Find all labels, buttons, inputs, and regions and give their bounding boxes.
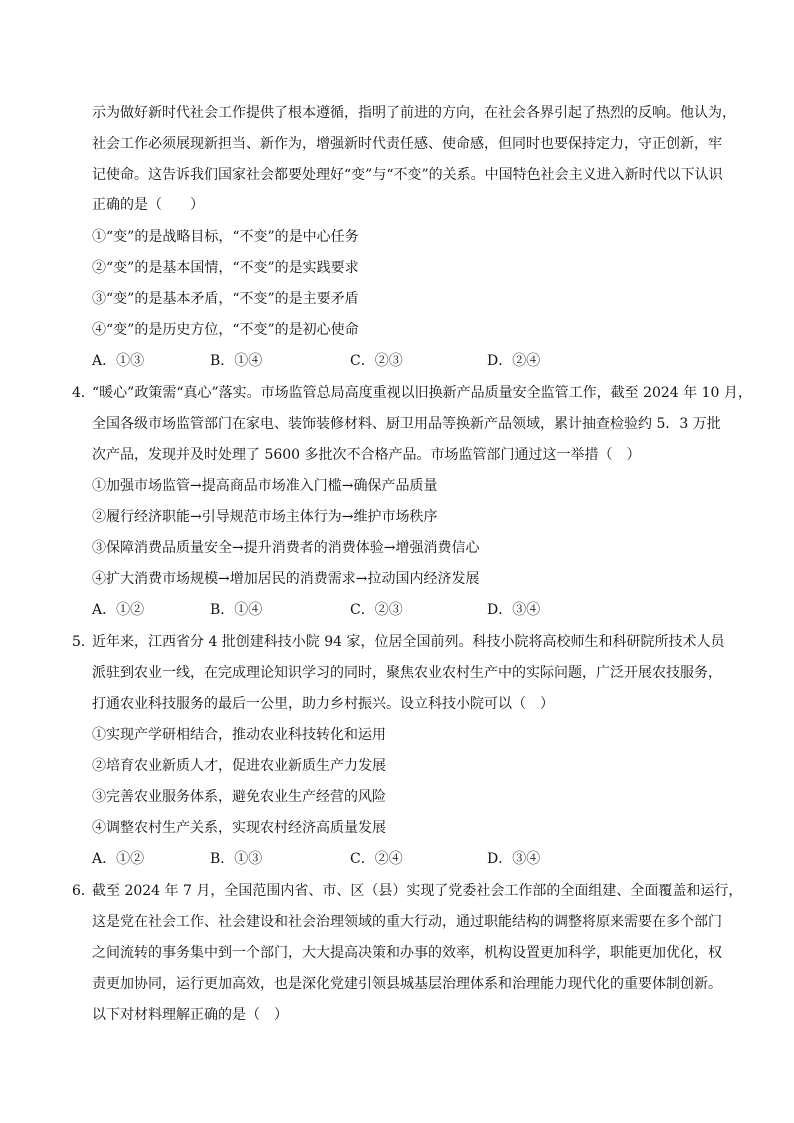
question-4-option-1: ①加强市场监管→提高商品市场准入门槛→确保产品质量 <box>92 478 438 494</box>
question-4-choice-c: C．②③ <box>350 602 403 618</box>
question-5-number: 5． <box>72 634 95 650</box>
question-6-stem-line: 责更加协同，运行更加高效，也是深化党建引领县城基层治理体系和治理能力现代化的重要体制创新。 <box>92 976 722 992</box>
question-3-stem-line: 正确的是（ ） <box>92 197 204 213</box>
question-5-option-2: ②培育农业新质人才，促进农业新质生产力发展 <box>92 758 386 774</box>
question-4-stem-line: “暖心”政策需“真心”落实。市场监管总局高度重视以旧换新产品质量安全监管工作，截至 2024 年 10 月， <box>92 385 752 401</box>
question-3-option-4: ④“变”的是历史方位，“不变”的是初心使命 <box>92 322 359 338</box>
question-6-stem-line: 截至 2024 年 7 月，全国范围内省、市、区（县）实现了党委社会工作部的全面组建、全面覆盖和运行， <box>92 883 743 899</box>
question-4-choice-a: A．①② <box>92 602 145 618</box>
question-3-choice-c: C．②③ <box>350 353 403 369</box>
question-3-choice-b: B．①④ <box>210 353 263 369</box>
question-5-option-3: ③完善农业服务体系，避免农业生产经营的风险 <box>92 789 386 805</box>
question-5-stem-line: 派驻到农业一线，在完成理论知识学习的同时，聚焦农业农村生产中的实际问题，广泛开展农技服务， <box>92 665 722 681</box>
question-4-choice-d: D．③④ <box>487 602 541 618</box>
question-5-choice-d: D．③④ <box>487 851 541 867</box>
question-3-stem-line: 记使命。这告诉我们国家社会都要处理好“变”与“不变”的关系。中国特色社会主义进入新时代以下认识 <box>92 167 723 183</box>
question-6-stem-line: 之间流转的事务集中到一个部门，大大提高决策和办事的效率，机构设置更加科学，职能更加优化，权 <box>92 945 722 961</box>
question-3-option-1: ①“变”的是战略目标，“不变”的是中心任务 <box>92 229 359 245</box>
question-5-stem-line: 打通农业科技服务的最后一公里，助力乡村振兴。设立科技小院可以（ ） <box>92 696 554 712</box>
question-3-choice-d: D．②④ <box>487 353 541 369</box>
question-6-stem-line: 这是党在社会工作、社会建设和社会治理领域的重大行动，通过职能结构的调整将原来需要在多个部门 <box>92 914 722 930</box>
question-4-option-4: ④扩大消费市场规模→增加居民的消费需求→拉动国内经济发展 <box>92 571 480 587</box>
question-5-option-1: ①实现产学研相结合，推动农业科技转化和运用 <box>92 727 386 743</box>
question-4-number: 4． <box>72 385 95 401</box>
question-6-stem-line: 以下对材料理解正确的是（ ） <box>92 1007 288 1023</box>
question-4-choice-b: B．①④ <box>210 602 263 618</box>
question-4-stem-line: 全国各级市场监管部门在家电、装饰装修材料、厨卫用品等换新产品领域，累计抽查检验约 5．3 万批 <box>92 416 721 432</box>
question-6-number: 6． <box>72 883 95 899</box>
question-3-stem-line: 社会工作必须展现新担当、新作为，增强新时代责任感、使命感，但同时也要保持定力，守正创新，牢 <box>92 136 722 152</box>
question-4-option-3: ③保障消费品质量安全→提升消费者的消费体验→增强消费信心 <box>92 540 480 556</box>
question-5-stem-line: 近年来，江西省分 4 批创建科技小院 94 家，位居全国前列。科技小院将高校师生和科研院所技术人员 <box>92 634 725 650</box>
question-3-option-3: ③“变”的是基本矛盾，“不变”的是主要矛盾 <box>92 291 359 307</box>
question-5-choice-b: B．①③ <box>210 851 263 867</box>
question-3-stem-line: 示为做好新时代社会工作提供了根本遵循，指明了前进的方向，在社会各界引起了热烈的反响。他认为， <box>92 105 736 121</box>
question-3-option-2: ②“变”的是基本国情，“不变”的是实践要求 <box>92 260 359 276</box>
question-3-choice-a: A．①③ <box>92 353 145 369</box>
question-5-choice-a: A．①② <box>92 851 145 867</box>
question-4-stem-line: 次产品，发现并及时处理了 5600 多批次不合格产品。市场监管部门通过这一举措（ ） <box>92 447 641 463</box>
question-5-option-4: ④调整农村生产关系，实现农村经济高质量发展 <box>92 820 386 836</box>
question-5-choice-c: C．②④ <box>350 851 403 867</box>
question-4-option-2: ②履行经济职能→引导规范市场主体行为→维护市场秩序 <box>92 509 438 525</box>
